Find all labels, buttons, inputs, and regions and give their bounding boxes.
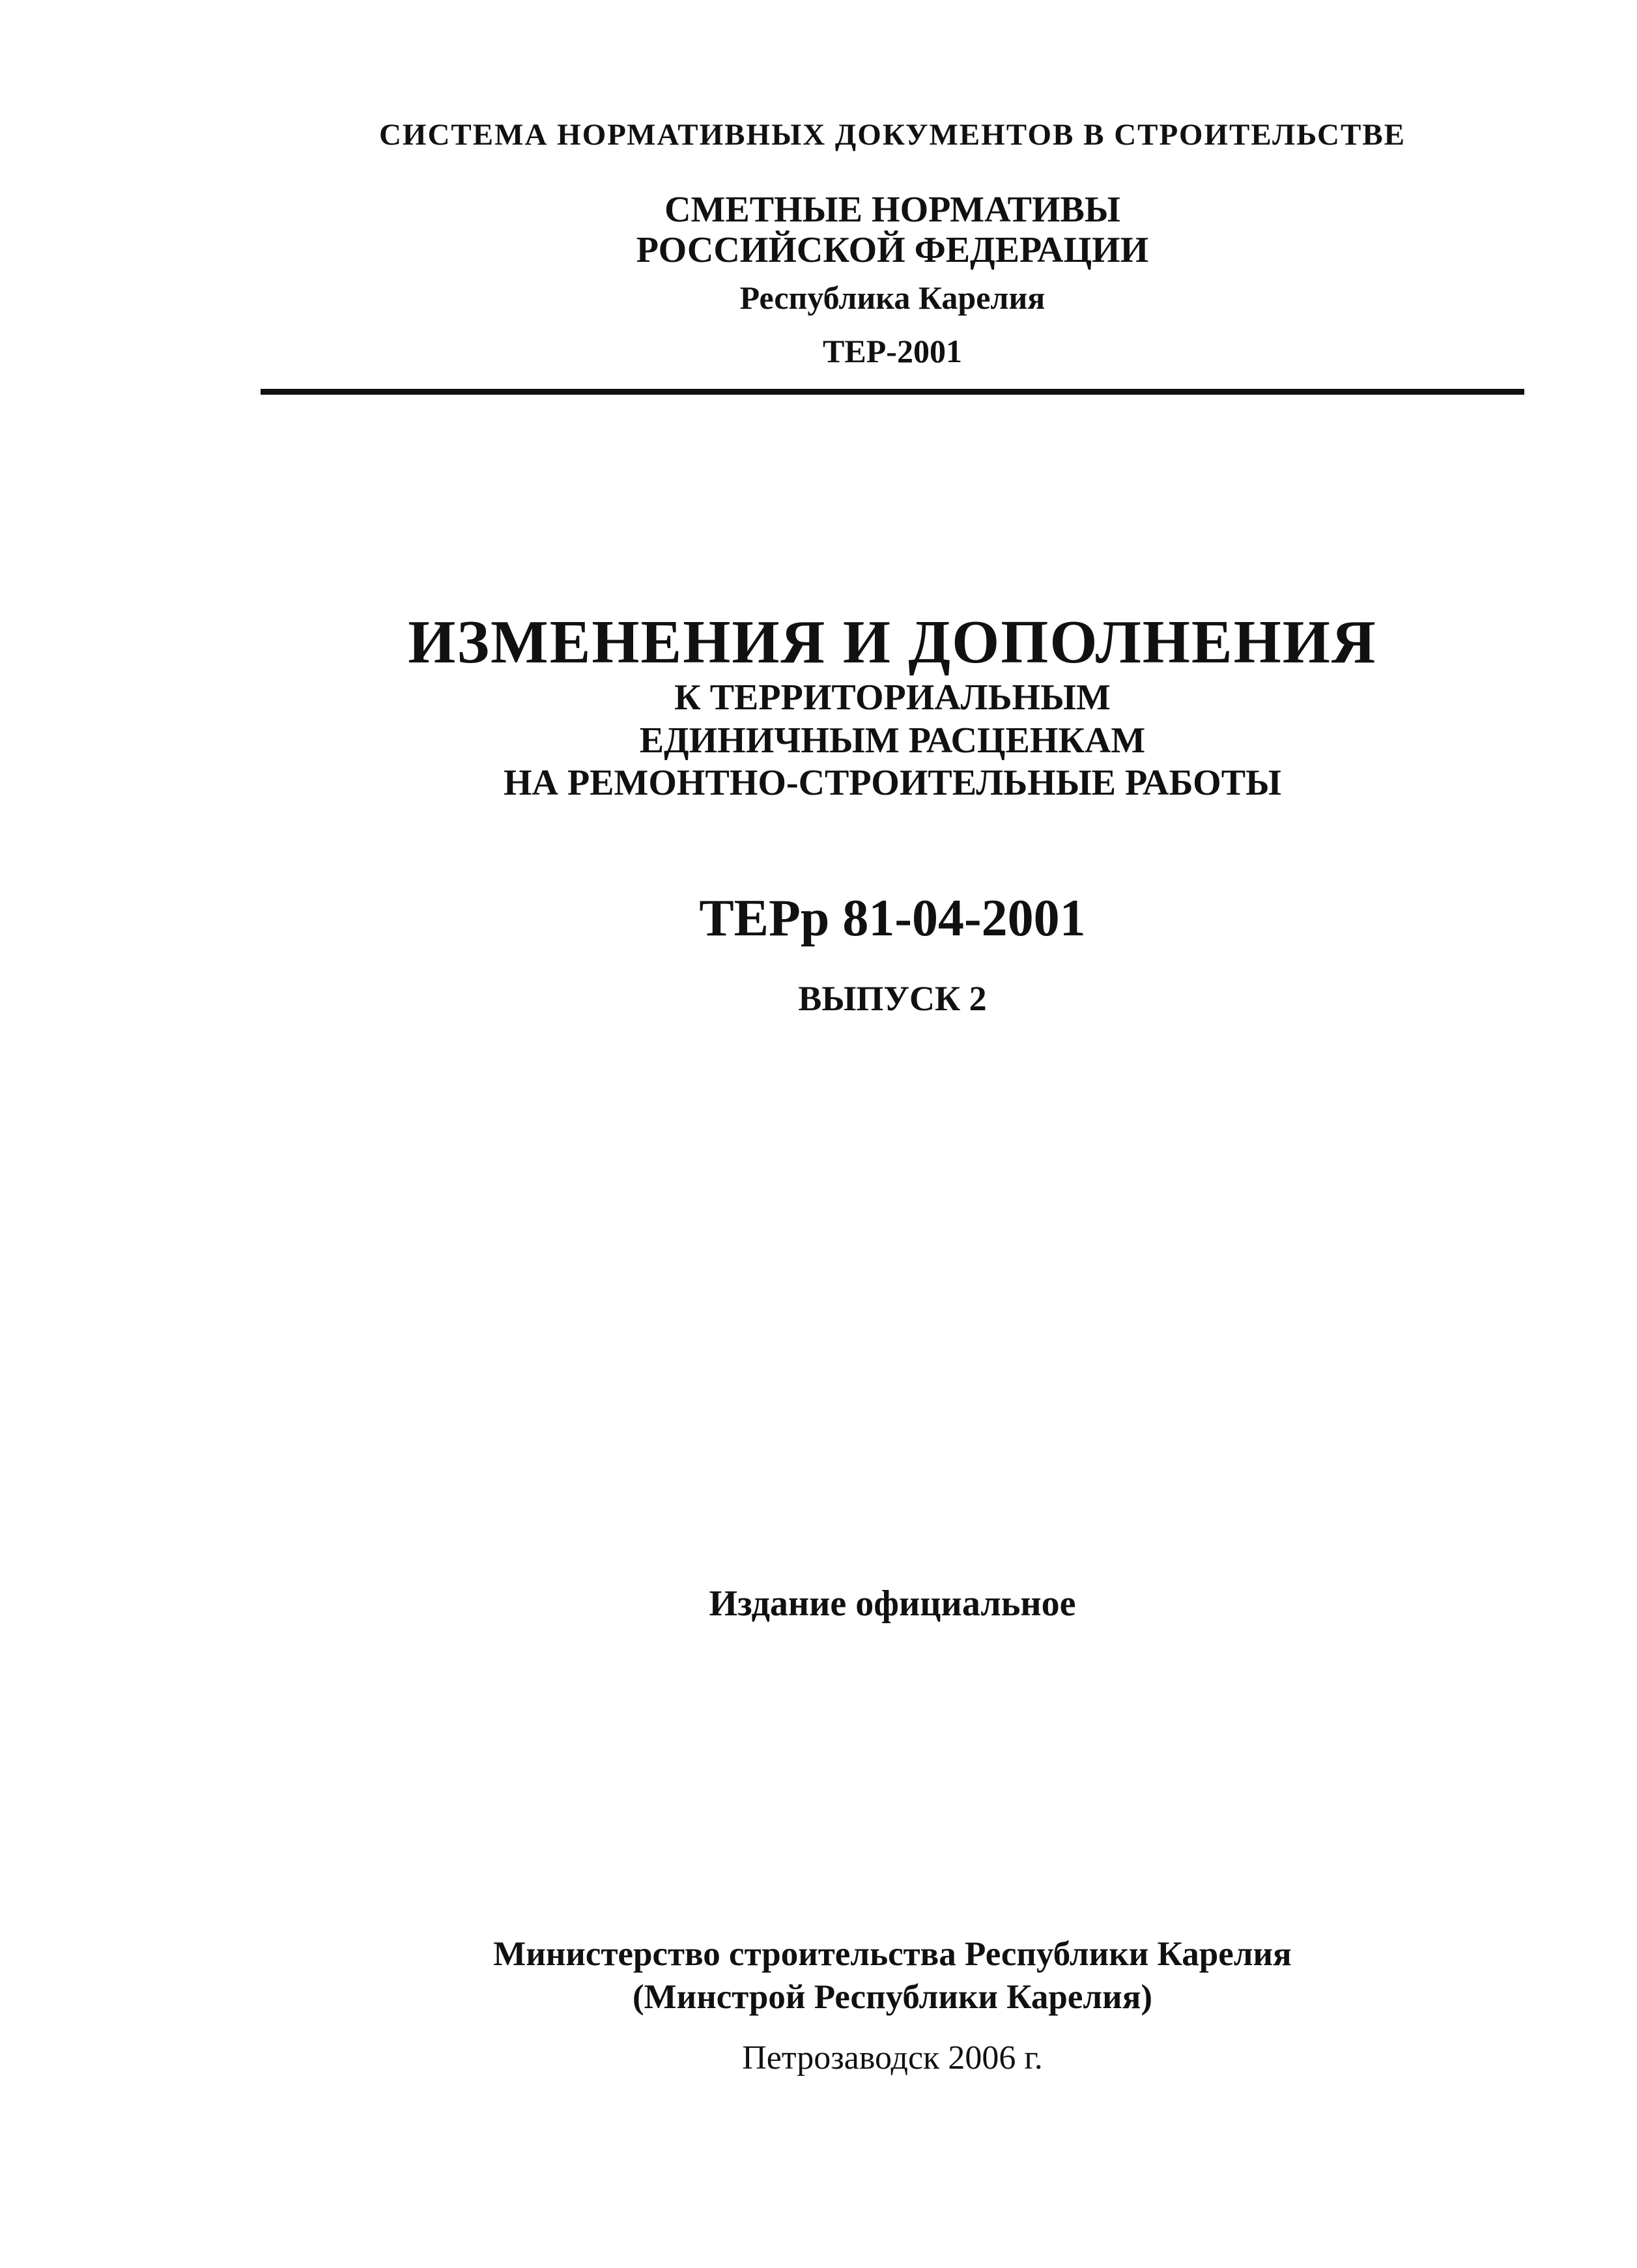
- publisher-short-name: (Минстрой Республики Карелия): [632, 1978, 1153, 2016]
- norms-title-line-1: СМЕТНЫЕ НОРМАТИВЫ: [664, 190, 1120, 230]
- subtitle-line-3: НА РЕМОНТНО-СТРОИТЕЛЬНЫЕ РАБОТЫ: [503, 763, 1282, 803]
- ter-code: ТЕР-2001: [823, 333, 962, 369]
- document-code: ТЕРр 81-04-2001: [699, 890, 1086, 947]
- edition-label: Издание официальное: [709, 1583, 1076, 1624]
- main-title: ИЗМЕНЕНИЯ И ДОПОЛНЕНИЯ: [408, 608, 1377, 676]
- header-divider: [261, 389, 1524, 395]
- issue-number: ВЫПУСК 2: [798, 979, 987, 1018]
- subtitle-line-1: К ТЕРРИТОРИАЛЬНЫМ: [674, 677, 1111, 718]
- publication-city-year: Петрозаводск 2006 г.: [742, 2039, 1043, 2077]
- publisher-name: Министерство строительства Республики Карелия: [493, 1935, 1292, 1973]
- republic-name: Республика Карелия: [739, 279, 1046, 316]
- subtitle-line-2: ЕДИНИЧНЫМ РАСЦЕНКАМ: [639, 720, 1146, 761]
- norms-title-line-2: РОССИЙСКОЙ ФЕДЕРАЦИИ: [636, 230, 1149, 270]
- system-title: СИСТЕМА НОРМАТИВНЫХ ДОКУМЕНТОВ В СТРОИТЕЛЬСТВЕ: [378, 118, 1406, 152]
